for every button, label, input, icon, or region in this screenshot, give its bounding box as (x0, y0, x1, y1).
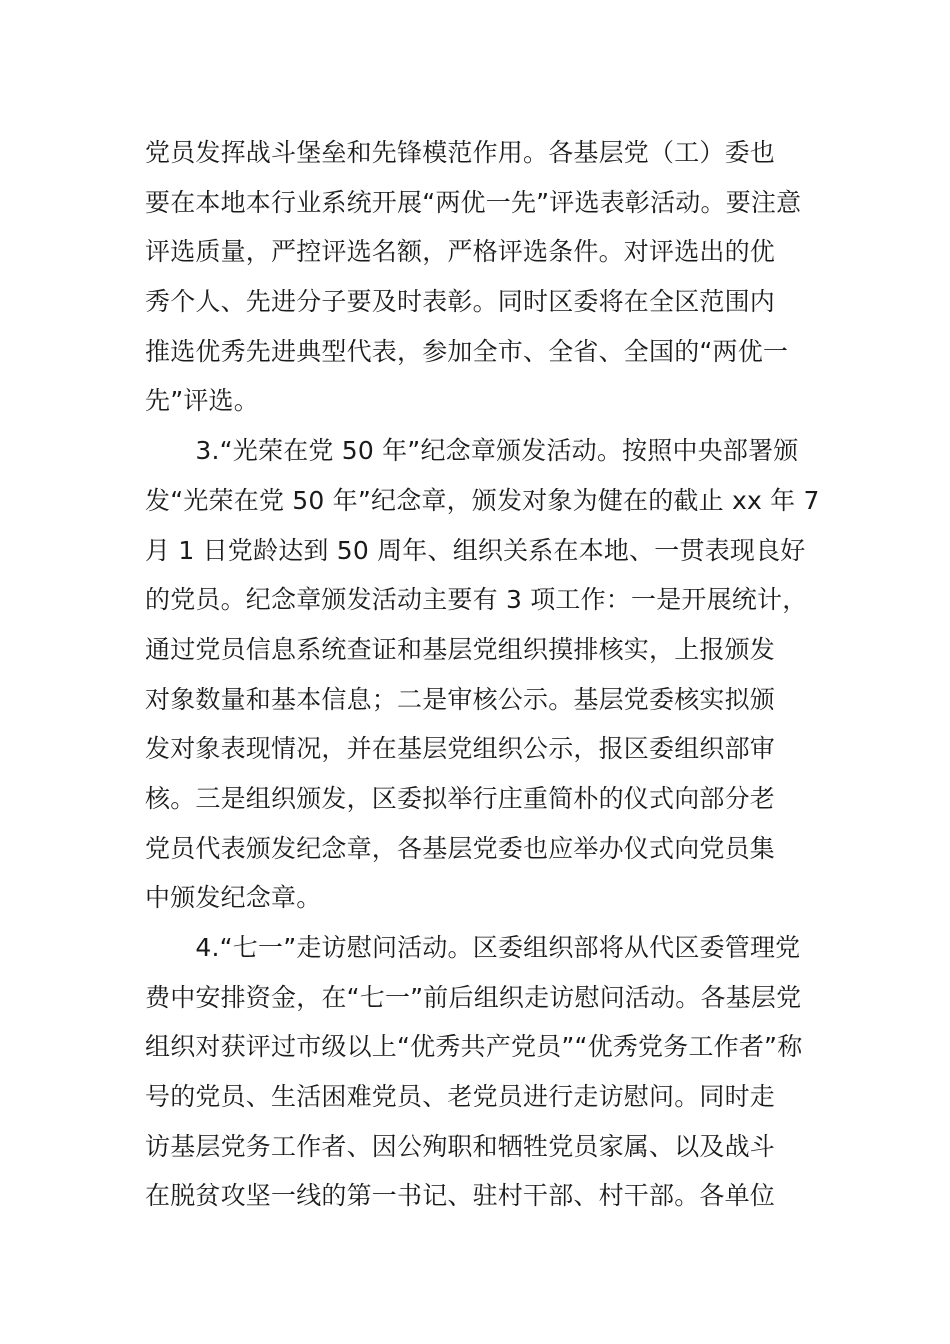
text-line: 要在本地本行业系统开展“两优一先”评选表彰活动。要注意 (145, 187, 802, 217)
text-line: 的党员。纪念章颁发活动主要有 3 项工作：一是开展统计， (145, 585, 808, 615)
text-line: 中颁发纪念章。 (145, 883, 322, 913)
text-line: 在脱贫攻坚一线的第一书记、驻村干部、村干部。各单位 (145, 1181, 776, 1211)
text-line: 通过党员信息系统查证和基层党组织摸排核实，上报颁发 (145, 634, 776, 664)
text-line: 3.“光荣在党 50 年”纪念章颁发活动。按照中央部署颁 (145, 436, 799, 466)
text-line: 先”评选。 (145, 386, 259, 416)
text-line: 发对象表现情况，并在基层党组织公示，报区委组织部审 (145, 734, 776, 764)
text-line: 推选优秀先进典型代表，参加全市、全省、全国的“两优一 (145, 336, 789, 366)
text-line: 费中安排资金，在“七一”前后组织走访慰问活动。各基层党 (145, 982, 802, 1012)
text-line: 评选质量，严控评选名额，严格评选条件。对评选出的优 (145, 237, 776, 267)
text-line: 访基层党务工作者、因公殉职和牺牲党员家属、以及战斗 (145, 1131, 776, 1161)
text-line: 4.“七一”走访慰问活动。区委组织部将从代区委管理党 (145, 933, 801, 962)
text-line: 党员代表颁发纪念章，各基层党委也应举办仪式向党员集 (145, 833, 776, 863)
text-line: 号的党员、生活困难党员、老党员进行走访慰问。同时走 (145, 1082, 776, 1112)
text-line: 核。三是组织颁发，区委拟举行庄重简朴的仪式向部分老 (145, 783, 776, 813)
body-text (145, 128, 845, 1221)
text-line: 组织对获评过市级以上“优秀共产党员”“优秀党务工作者”称 (145, 1032, 803, 1062)
text-line: 月 1 日党龄达到 50 周年、组织关系在本地、一贯表现良好 (145, 535, 806, 565)
text-line: 对象数量和基本信息；二是审核公示。基层党委核实拟颁 (145, 684, 776, 714)
text-line: 发“光荣在党 50 年”纪念章，颁发对象为健在的截止 xx 年 7 (145, 485, 820, 515)
text-line: 党员发挥战斗堡垒和先锋模范作用。各基层党（工）委也 (145, 138, 776, 167)
text-line: 秀个人、先进分子要及时表彰。同时区委将在全区范围内 (145, 287, 776, 317)
